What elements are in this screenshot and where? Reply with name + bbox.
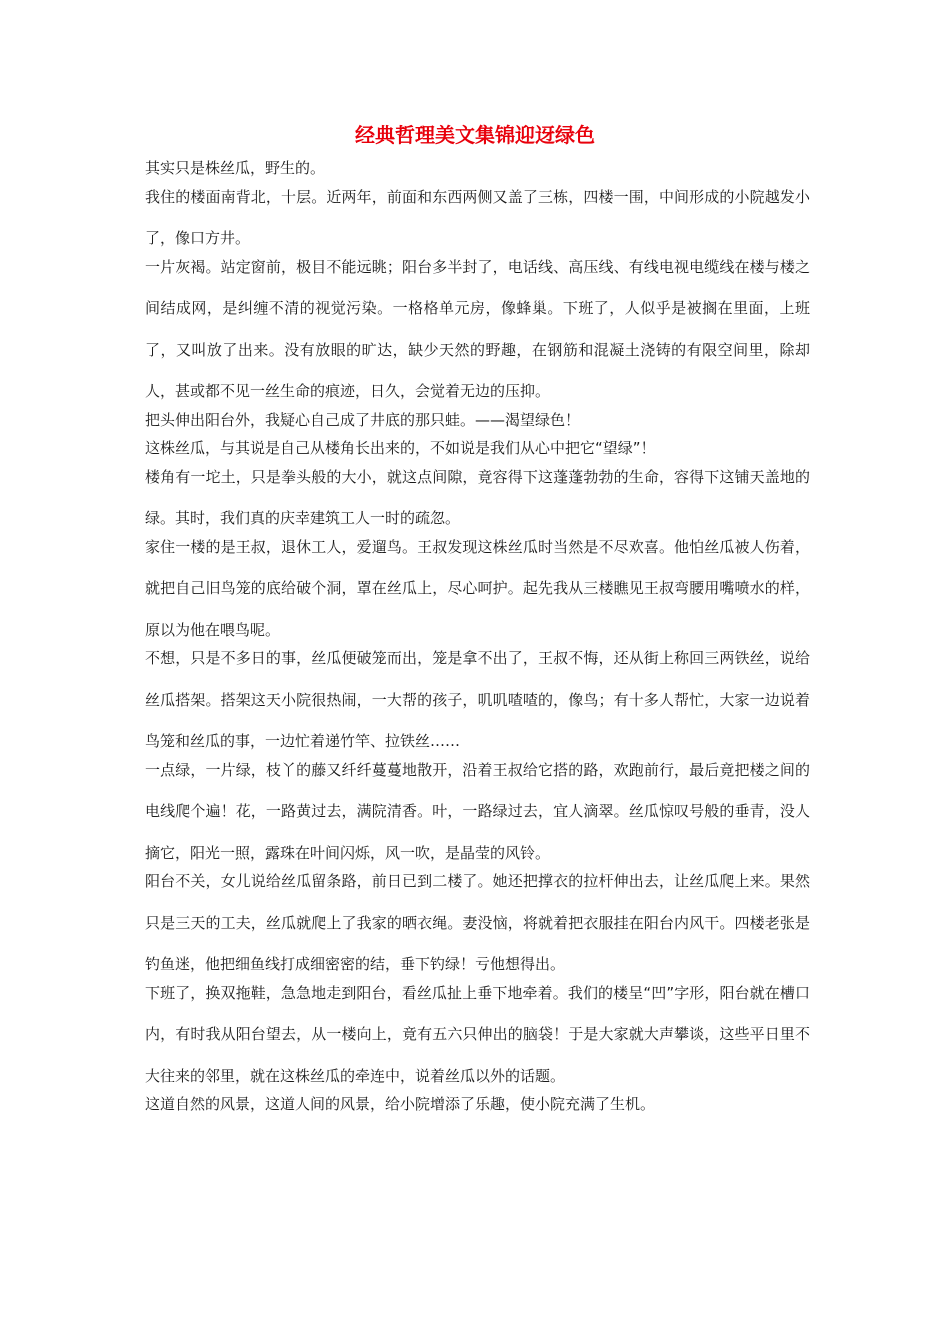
paragraph: 一点绿，一片绿，枝丫的藤又纤纤蔓蔓地散开，沿着王叔给它搭的路，欢跑前行，最后竟把楼之间的电线爬个遍！花，一路黄过去，满院清香。叶，一路绿过去，宜人滴翠。丝瓜惊叹号般的垂青，没人摘它，阳光一照，露珠在叶间闪烁，风一吹，是晶莹的风铃。 [145, 760, 810, 862]
paragraph: 下班了，换双拖鞋，急急地走到阳台，看丝瓜扯上垂下地牵着。我们的楼呈“凹”字形，阳台就在槽口内，有时我从阳台望去，从一楼向上，竟有五六只伸出的脑袋！于是大家就大声攀谈，这些平日里不大往来的邻里，就在这株丝瓜的牵连中，说着丝瓜以外的话题。 [145, 983, 810, 1085]
paragraph: 我住的楼面南背北，十层。近两年，前面和东西两侧又盖了三栋，四楼一围，中间形成的小院越发小了，像口方井。 [145, 187, 810, 247]
paragraph: 这道自然的风景，这道人间的风景，给小院增添了乐趣，使小院充满了生机。 [145, 1095, 656, 1113]
paragraph: 这株丝瓜，与其说是自己从楼角长出来的，不如说是我们从心中把它“望绿”！ [145, 439, 656, 457]
paragraph: 把头伸出阳台外，我疑心自己成了井底的那只蛙。——渴望绿色！ [145, 410, 581, 429]
paragraph: 楼角有一坨土，只是拳头般的大小，就这点间隙，竟容得下这蓬蓬勃勃的生命，容得下这铺天盖地的绿。其时，我们真的庆幸建筑工人一时的疏忽。 [145, 467, 810, 527]
document-title: 经典哲理美文集锦迎迓绿色 [355, 123, 595, 147]
paragraph: 阳台不关，女儿说给丝瓜留条路，前日已到二楼了。她还把撑衣的拉杆伸出去，让丝瓜爬上来。果然只是三天的工夫，丝瓜就爬上了我家的晒衣绳。妻没恼，将就着把衣服挂在阳台内风干。四楼老张是钓鱼迷，他把细鱼线打成细密密的结，垂下钓绿！亏他想得出。 [145, 872, 810, 973]
paragraph: 一片灰褐。站定窗前，极目不能远眺；阳台多半封了，电话线、高压线、有线电视电缆线在楼与楼之间结成网，是纠缠不清的视觉污染。一格格单元房，像蜂巢。下班了，人似乎是被搁在里面，上班了，又叫放了出来。没有放眼的旷达，缺少天然的野趣，在钢筋和混凝土浇铸的有限空间里，除却人，甚或都不见一丝生命的痕迹，日久，会觉着无边的压抑。 [145, 257, 810, 400]
paragraph: 不想，只是不多日的事，丝瓜便破笼而出，笼是拿不出了，王叔不悔，还从街上称回三两铁丝，说给丝瓜搭架。搭架这天小院很热闹，一大帮的孩子，叽叽喳喳的，像鸟；有十多人帮忙，大家一边说着鸟笼和丝瓜的事，一边忙着递竹竿、拉铁丝…… [145, 649, 810, 750]
paragraph: 其实只是株丝瓜，野生的。 [145, 159, 326, 177]
paragraph: 家住一楼的是王叔，退休工人，爱遛鸟。王叔发现这株丝瓜时当然是不尽欢喜。他怕丝瓜被人伤着，就把自己旧鸟笼的底给破个洞，罩在丝瓜上，尽心呵护。起先我从三楼瞧见王叔弯腰用嘴喷水的样，原以为他在喂鸟呢。 [145, 537, 810, 639]
document-body [145, 148, 810, 1126]
